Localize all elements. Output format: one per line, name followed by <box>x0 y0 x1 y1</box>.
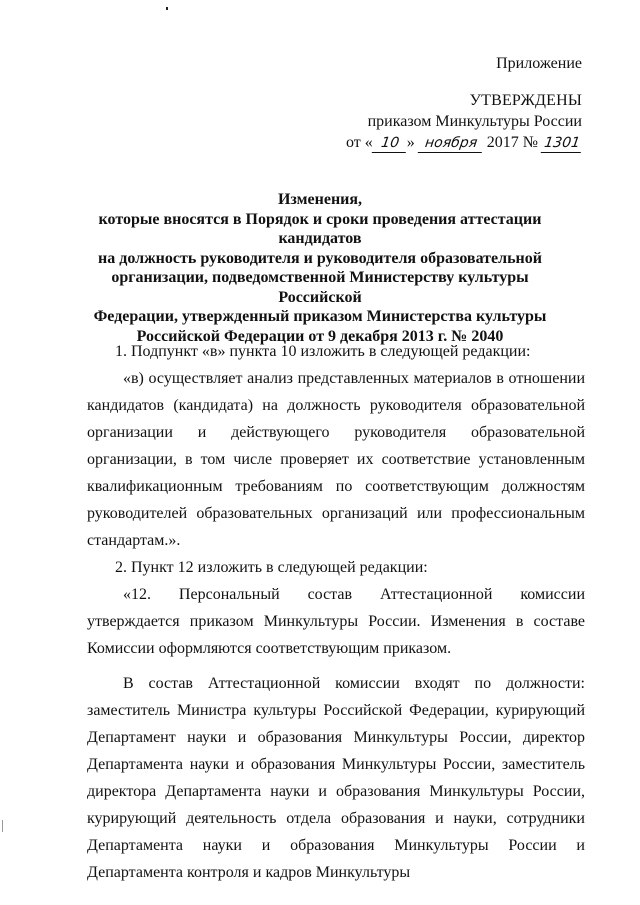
paragraph-item-1: 1. Подпункт «в» пункта 10 изложить в следующей редакции: <box>115 343 531 360</box>
title-line: организации, подведомственной Министерству культуры Российской <box>111 269 529 306</box>
document-title <box>70 190 570 346</box>
scan-edge-mark <box>2 820 3 832</box>
date-mid: » <box>406 134 415 151</box>
scan-speck <box>166 7 168 10</box>
handwritten-month: ноября <box>417 135 484 153</box>
paragraph-quote-v: «в) осуществляет анализ представленных материалов в отношении кандидатов (кандидата) на должность руководителя образовательной организации и действующего руководителя образовательной организации, в том числе проверяет их соответствие установленным квалификационным требованиям по соответствующим должностям руководителей образовательных организаций или профессиональным стандартам.». <box>87 370 585 549</box>
document-body <box>87 338 585 886</box>
order-date-line <box>346 132 582 153</box>
date-year: 2017 № <box>486 134 538 151</box>
date-prefix: от « <box>345 134 373 151</box>
paragraph-quote-12: «12. Персональный состав Аттестационной комиссии утверждается приказом Минкультуры России. Изменения в составе Комиссии оформляются соответствующим приказом. <box>87 586 585 657</box>
appendix-label: Приложение <box>496 55 582 72</box>
handwritten-day: 10 <box>371 135 408 153</box>
paragraph-item-2: 2. Пункт 12 изложить в следующей редакции: <box>115 559 428 576</box>
title-line: Российской Федерации от 9 декабря 2013 г. № 2040 <box>136 327 504 345</box>
approved-label: УТВЕРЖДЕНЫ <box>469 92 582 109</box>
order-by-label: приказом Минкультуры России <box>367 113 582 130</box>
title-line: Изменения, <box>277 191 363 208</box>
paragraph-commission-composition: В состав Аттестационной комиссии входят по должности: заместитель Министра культуры Российской Федерации, курирующий Департамент науки и образования Минкультуры России, директор Департамента науки и образования Минкультуры России, заместитель директора Департамента науки и образования Минкультуры России, курирующий деятельность отдела образования и науки, сотрудники Департамента науки и образования Минкультуры России и Департамента контроля и кадров Минкультуры <box>87 675 585 881</box>
title-line: которые вносятся в Порядок и сроки проведения аттестации кандидатов <box>98 210 542 247</box>
handwritten-order-number: 1301 <box>541 135 584 153</box>
title-line: на должность руководителя и руководителя образовательной <box>98 249 542 267</box>
approval-stamp-block <box>346 90 582 153</box>
title-line: Федерации, утвержденный приказом Министерства культуры <box>93 308 547 325</box>
